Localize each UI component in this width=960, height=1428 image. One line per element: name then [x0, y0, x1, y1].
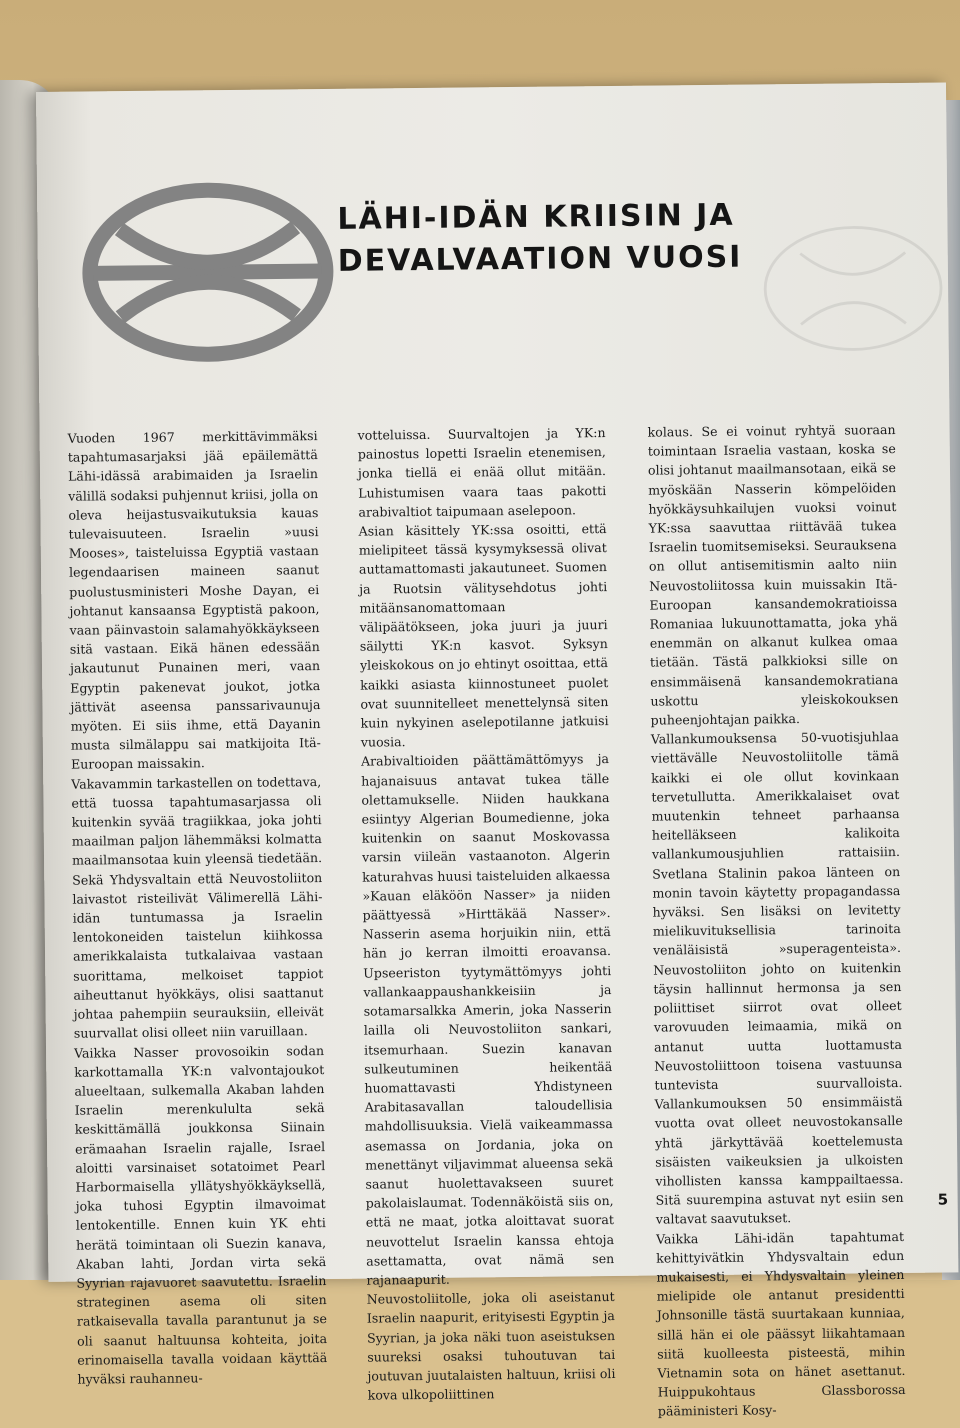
text-column-3 — [647, 420, 905, 1421]
show-through-globe-icon — [757, 192, 949, 384]
text-column-1 — [68, 426, 328, 1389]
paragraph: Arabivaltioiden päättämättömyys ja hajanaisuus antavat tukea tälle olettamukselle. Niiden haukkana esiintyy Algerian Boumedienne, joka kuitenkin on saanut Moskovassa varsin viileän vastaanoton. Algerin katurahvas huusi taisteluiden alkaessa »Kauan eläköön Nasser» ja niiden päättyessä »Hirttäkää Nasser». Nasserin asema horjuikin niin, että hän jo kerran ilmoitti eroavansa. Upseeriston tyytymättömyys johti vallankaappaushankkeisiin ja sotamarsalkka Amerin, joka Nasserin lailla oli Neuvostoliiton sankari, itsemurhaan. Suezin kanavan sulkeutuminen heikentää huomattavasti Yhdistyneen Arabitasavallan taloudellisia mahdollisuuksia. Vielä vaikeammassa asemassa on Jordania, joka on menettänyt viljavimmat alueensa sekä saanut huolettavakseen suuret pakolaislaumat. Todennäköistä siis on, että ne maat, jotka aloittavat suorat neuvottelut Israelin kanssa ehtoja asettamatta, ovat nämä sen rajanaapurit. — [360, 751, 615, 1288]
text-column-2 — [358, 423, 616, 1405]
paragraph: Vakavammin tarkastellen on todettava, että tuossa tapahtumasarjassa oli kuitenkin syvää tragiikkaa, joka johti maailman paljon lähemmäksi kolmatta maailmansotaa kuin yleensä tiedetään. Sekä Yhdysvaltain että Neuvostoliiton laivastot risteilivät Välimerellä Lähi-idän tuntumassa ja Israelin lentokoneiden taistelun kiihkossa amerikkalaista tutkalaivaa vastaan suorittama, melkoiset tappiot aiheuttanut hyökkäys, olisi saattanut johtaa pahempiin seurauksiin, elleivät suurvallat olisi olleet niin varuillaan. — [71, 773, 324, 1041]
paragraph: kolaus. Se ei voinut ryhtyä suoraan toimintaan Israelia vastaan, koska se olisi johtanut maailmansotaan, eikä se myöskään Nasserin kömpelöiden hyökkäysuhkailujen vuoksi voinut YK:ssa saavuttaa riittävää tukea Israelin tuomitsemiseksi. Seurauksena on ollut antisemitismin aalto niin Neuvostoliitossa kuin muissakin Itä-Euroopan kansandemokratioissa Romaniaa lukuunottamatta, joka yhä enemmän on alkanut kulkea omaa tietään. Tästä palkkioksi sille on ensimmäisenä kansandemokratiana uskottu yleiskokouksen puheenjohtajan paikka. — [647, 422, 899, 728]
paragraph: Vaikka Nasser provosoikin sodan karkottamalla YK:n valvontajoukot alueeltaan, sulkemalla Akaban lahden Israelin merenkululta sekä keskittämällä joukkonsa Siinain erämaahan Israelin rajalle, Israel aloitti varsinaiset sotatoimet Pearl Harbormaisella yllätyshyökkäyksellä, joka tuhosi Egyptin ilmavoimat lentokentille. Ennen kuin YK ehti herätä toimintaan oli Suezin kanava, Akaban lahti, Jordan virta sekä Syyrian rajavuoret saavutettu. Israelin strateginen asema oli siten ratkaisevalla tavalla parantunut ja se oli saanut haltuunsa kohteita, joita erinomaisella tavalla voidaan käyttää hyväksi rauhanneu- — [73, 1042, 328, 1387]
paragraph: Vallankumouksensa 50-vuotisjuhlaa viettävälle Neuvostoliitolle tämä kaikki ei ole ollut kovinkaan tervetullutta. Amerikkalaiset ovat muutenkin tehneet parhaansa heitelläkseen kalikoita vallankumousjuhlien rattaisiin. Svetlana Stalinin pakoa länteen on monin tavoin käytetty propagandassa hyväksi. Sen lisäksi on levitetty mielikuvituksellisia tarinoita venäläisistä »superagenteista». Neuvostoliiton johto on kuitenkin täysin hallinnut hermonsa ja sen poliittiset siirrot ovat olleet varovuuden leimaamia, mikä on antanut uutta luottamusta Neuvostoliittoon toisena vastuunsa tuntevista suurvalloista. Vallankumouksen 50 ensimmäistä vuotta ovat olleet neuvostokansalle yhtä järkyttävää koettelemusta sisäisten vaikeuksien ja ulkoisten vihollisten kanssa kamppailtaessa. Sitä suurempina astuvat nyt esiin sen valtavat saavutukset. — [650, 729, 904, 1227]
paragraph: votteluissa. Suurvaltojen ja YK:n painostus lopetti Israelin etenemisen, jonka tiellä ei enää ollut mitään. Luhistumisen vaara taas pakotti arabivaltiot taipumaan aselepoon. — [357, 425, 607, 520]
paragraph: Asian käsittely YK:ssa osoitti, että mielipiteet tässä kysymyksessä olivat auttamattomasti jakautuneet. Suomen ja Ruotsin välitysehdotus johti mitäänsanomattomaan välipäätökseen, joka juuri ja juuri säilytti YK:n kasvot. Syksyn yleiskokous on jo ehtinyt osoittaa, että kaikki asiasta kiinnostuneet puolet ovat suunnitelleet menettelynsä siten kuin nykyinen aselepotilanne jatkuisi vuosia. — [358, 521, 609, 750]
paragraph: Vuoden 1967 merkittävimmäksi tapahtumasarjaksi jää epäilemättä Lähi-idässä arabimaiden ja Israelin välillä sodaksi puhjennut kriisi, jolla on oleva heijastusvaikutuksia kauas tulevaisuuteen. Israelin »uusi Mooses», taisteluissa Egyptiä vastaan legendaarisen maineen saanut puolustusministeri Moshe Dayan, ei johtanut kansaansa Egyptistä pakoon, vaan päinvastoin salamahyökkäykseen sitä vastaan. Eikä hänen edessään jakautunut Punainen meri, vaan Egyptin pakenevat joukot, jotka jättivät aseensa panssarivaunuja myöten. Ei siis ihme, että Dayanin musta silmälappu sai matkijoita Itä-Euroopan maissakin. — [67, 428, 321, 773]
magazine-page — [36, 82, 958, 1419]
paragraph: Vaikka Lähi-idän tapahtumat kehittyivätkin Yhdysvaltain edun mukaisesti, ei Yhdysvaltain yleinen mielipide ole antanut presidentti Johnsonille tästä suurtakaan kunniaa, sillä hän ei ole päässyt liikahtamaan siitä kuolleesta pisteestä, mihin Vietnamin sota on hänet asettanut. Huippukohtaus Glassborossa pääministeri Kosy- — [655, 1228, 906, 1419]
globe-logo-icon — [73, 171, 343, 374]
article-title-line-2: DEVALVAATION VUOSI — [337, 239, 743, 279]
article-title — [337, 195, 742, 283]
page-number: 5 — [937, 1190, 949, 1209]
article-title-line-1: LÄHI-IDÄN KRIISIN JA — [337, 197, 735, 237]
paragraph: Neuvostoliitolle, joka oli aseistanut Israelin naapurit, erityisesti Egyptin ja Syyrian, ja joka näki tuon aseistuksen suureksi osaksi tuhoutuvan tai joutuvan juutalaisten haltuun, kriisi oli kova ulkopoliittinen — [366, 1289, 616, 1403]
